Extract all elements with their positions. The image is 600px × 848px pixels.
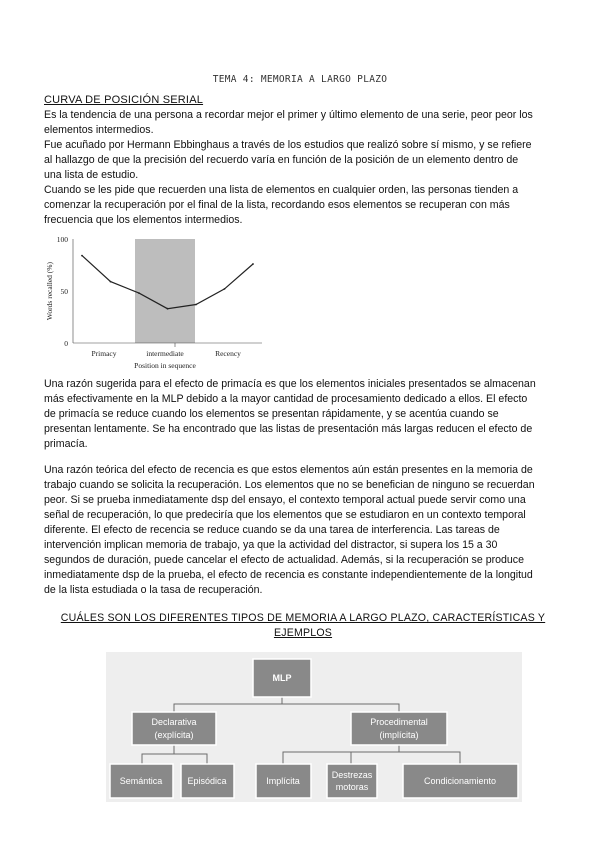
node-mlp — [253, 659, 311, 697]
recall-point — [110, 281, 112, 283]
text-line: diferente. El efecto de recencia se reduce cuando se da una tarea de interferencia. Las tareas de — [44, 524, 500, 536]
text-line: Cuando se les pide que recuerden una lista de elementos en cualquier orden, las personas tienden a — [44, 184, 519, 196]
text-line: de primacía se reduce cuando los elementos se presentan rápidamente, y se acentúa cuando se — [44, 408, 499, 420]
text-line: presentan lentamente. Se ha encontrado que las listas de presentación más largas reducen el efecto de — [44, 423, 533, 435]
recall-point — [252, 263, 254, 265]
node-implicita — [256, 764, 311, 798]
intermediate-band — [135, 239, 195, 343]
text-line: trabajo cuando se solicita la recuperación. Los elementos que no se benefician de ninguno se recuerdan — [44, 479, 535, 491]
recall-point — [138, 292, 140, 294]
node-label: Condicionamiento — [423, 776, 497, 786]
recall-point — [195, 304, 197, 306]
primacy-paragraph — [44, 377, 562, 452]
y-tick-label: 0 — [64, 339, 68, 348]
region-label-primacy: Primacy — [91, 349, 117, 358]
region-label-recency: Recency — [215, 349, 241, 358]
text-line: comenzar la recuperación por el final de la lista, recordando esos elementos se recuperan con más — [44, 199, 510, 211]
node-label: Episódica — [187, 776, 227, 786]
text-line: una lista de estudio. — [44, 169, 139, 181]
section-heading-ltm-types — [44, 611, 562, 641]
recall-point — [167, 308, 169, 310]
text-line: Fue acuñado por Hermann Ebbinghaus a través de los estudios que realizó sobre sí mismo, y se refiere — [44, 139, 532, 151]
recall-point — [81, 255, 83, 257]
ltm-types-diagram — [106, 652, 522, 802]
x-axis-label: Position in sequence — [134, 361, 196, 370]
node-episodica — [181, 764, 234, 798]
recall-point — [224, 288, 226, 290]
node-declarativa — [132, 712, 216, 745]
node-sublabel: (implícita) — [379, 730, 419, 740]
node-sublabel: (explícita) — [154, 730, 194, 740]
text-line: de la lista estudiada o la tasa de recuperación. — [44, 584, 263, 596]
node-destrezas-motoras — [327, 764, 377, 798]
heading-line: CUÁLES SON LOS DIFERENTES TIPOS DE MEMORIA A LARGO PLAZO, CARACTERÍSTICAS Y — [60, 612, 546, 624]
text-line: Es la tendencia de una persona a recordar mejor el primer y último elemento de una serie, peor peor los — [44, 109, 533, 121]
node-label: Declarativa — [151, 717, 197, 727]
text-line: más efectivamente en la MLP debido a la mayor cantidad de procesamiento dedicado a ellos. El efecto — [44, 393, 528, 405]
text-line: Una razón sugerida para el efecto de primacía es que los elementos iniciales presentados se almacenan — [44, 378, 536, 390]
text-line: segundos de duración, puede cancelar el efecto de actualidad. Además, si la recuperación se produce — [44, 554, 524, 566]
y-tick-label: 100 — [56, 235, 68, 244]
node-procedimental — [351, 712, 447, 745]
page-title: TEMA 4: MEMORIA A LARGO PLAZO — [212, 74, 388, 85]
node-label: Implícita — [266, 776, 300, 786]
intro-paragraph — [44, 108, 562, 228]
text-line: peor. Si se prueba inmediatamente dsp del ensayo, el contexto temporal actual puede servir como una — [44, 494, 526, 506]
heading-line: EJEMPLOS — [273, 627, 333, 639]
node-label: MLP — [272, 673, 292, 683]
text-line: elementos intermedios. — [44, 124, 154, 136]
y-axis-label: Words recalled (%) — [45, 261, 54, 321]
text-line: Una razón teórica del efecto de recencia es que estos elementos aún están presentes en la memoria de — [44, 464, 533, 476]
text-line: al hallazgo de que la precisión del recuerdo varía en función de la posición de un elemento dentro de — [44, 154, 519, 166]
node-label: Semántica — [119, 776, 163, 786]
text-line: frecuencia que los elementos intermedios. — [44, 214, 243, 226]
region-label-intermediate: intermediate — [146, 349, 184, 358]
node-label: Procedimental — [370, 717, 428, 727]
section-heading-serial-position: CURVA DE POSICIÓN SERIAL — [44, 94, 204, 106]
text-line: inmediatamente dsp de la prueba, el efecto de recencia es constante independientemente de la longitud — [44, 569, 533, 581]
y-tick-label: 50 — [60, 287, 68, 296]
serial-position-chart — [40, 232, 265, 374]
node-semantica — [110, 764, 173, 798]
recency-paragraph — [44, 463, 562, 598]
node-label: motoras — [335, 782, 369, 792]
text-line: intervención implican memoria de trabajo, ya que la actividad del distractor, si supera los 15 a 30 — [44, 539, 498, 551]
node-condicionamiento — [403, 764, 518, 798]
text-line: primacía. — [44, 438, 88, 450]
node-label: Destrezas — [331, 770, 373, 780]
text-line: señal de recuperación, lo que predeciría que los elementos que se estudiaron en un contexto temporal — [44, 509, 526, 521]
